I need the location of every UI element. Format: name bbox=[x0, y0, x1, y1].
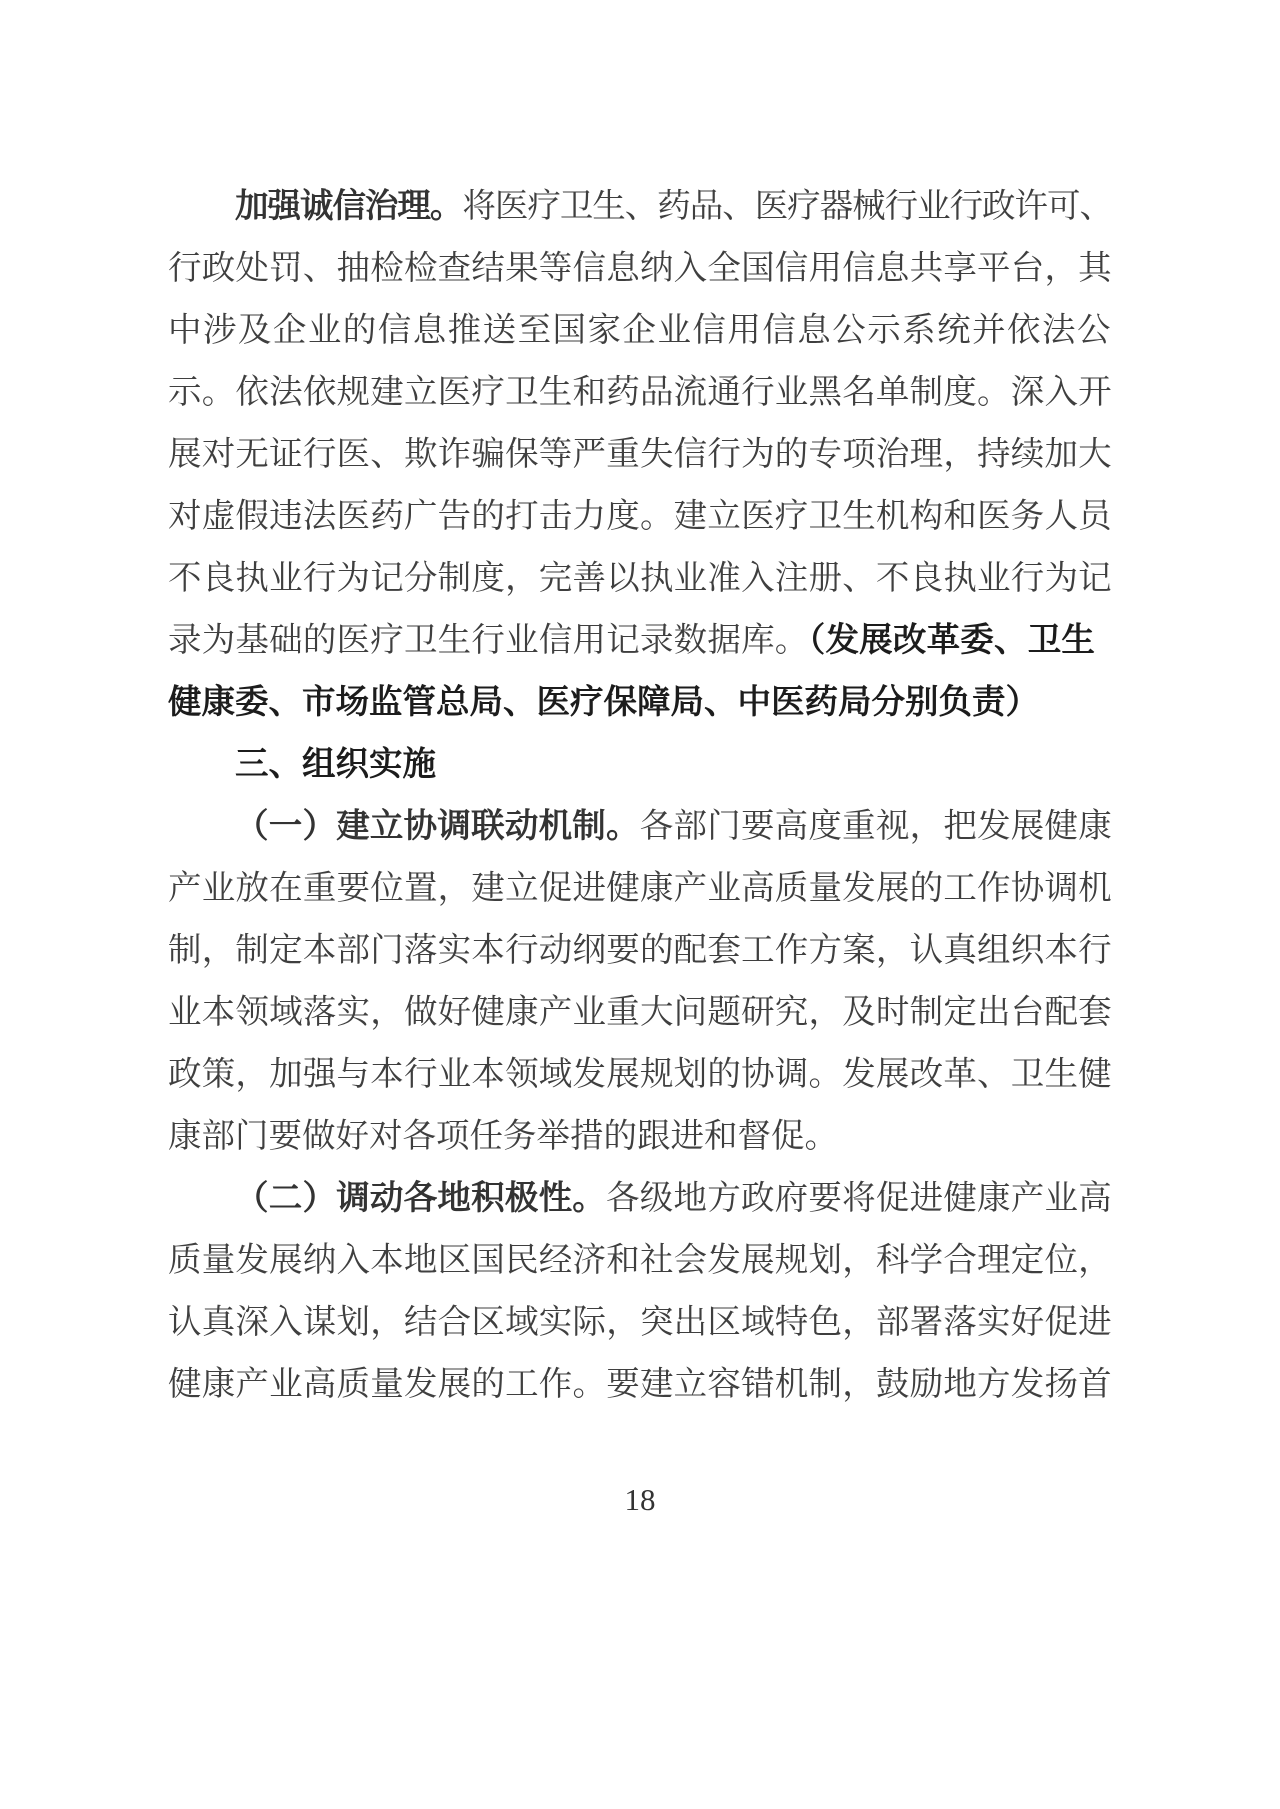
text-run: 认真深入谋划，结合区域实际，突出区域特色，部署落实好促进 bbox=[168, 1304, 1112, 1341]
text-run: 各部门要高度重视，把发展健康 bbox=[639, 808, 1112, 845]
text-run: 各级地方政府要将促进健康产业高 bbox=[606, 1180, 1112, 1217]
text-line bbox=[168, 610, 1112, 672]
text-run: 加强诚信治理。 bbox=[235, 188, 463, 225]
text-run: （发展改革委、卫生 bbox=[808, 622, 1096, 659]
text-line bbox=[168, 1292, 1112, 1354]
text-run: 行政处罚、抽检检查结果等信息纳入全国信用信息共享平台，其 bbox=[168, 250, 1112, 287]
text-run: 产业放在重要位置，建立促进健康产业高质量发展的工作协调机 bbox=[168, 870, 1112, 907]
text-run: 质量发展纳入本地区国民经济和社会发展规划，科学合理定位， bbox=[168, 1242, 1112, 1279]
text-line bbox=[168, 548, 1112, 610]
text-run: 展对无证行医、欺诈骗保等严重失信行为的专项治理，持续加大 bbox=[168, 436, 1112, 473]
text-line bbox=[168, 1044, 1112, 1106]
text-line bbox=[168, 176, 1112, 238]
text-run: 将医疗卫生、药品、医疗器械行业行政许可、 bbox=[462, 188, 1112, 225]
text-run: 录为基础的医疗卫生行业信用记录数据库。 bbox=[168, 622, 809, 659]
text-line bbox=[168, 796, 1112, 858]
text-run: 政策，加强与本行业本领域发展规划的协调。发展改革、卫生健 bbox=[168, 1056, 1112, 1093]
text-run: 三、组织实施 bbox=[235, 746, 436, 783]
text-run: 业本领域落实，做好健康产业重大问题研究，及时制定出台配套 bbox=[168, 994, 1112, 1031]
text-line bbox=[168, 672, 1112, 734]
text-run: 制，制定本部门落实本行动纲要的配套工作方案，认真组织本行 bbox=[168, 932, 1112, 969]
text-run: 对虚假违法医药广告的打击力度。建立医疗卫生机构和医务人员 bbox=[168, 498, 1112, 535]
text-line bbox=[168, 362, 1112, 424]
text-run: 不良执业行为记分制度，完善以执业准入注册、不良执业行为记 bbox=[168, 560, 1112, 597]
text-run: （一）建立协调联动机制。 bbox=[235, 808, 640, 845]
text-run: 健康产业高质量发展的工作。要建立容错机制，鼓励地方发扬首 bbox=[168, 1366, 1112, 1403]
text-line bbox=[168, 424, 1112, 486]
text-line bbox=[168, 238, 1112, 300]
text-run: 康部门要做好对各项任务举措的跟进和督促。 bbox=[168, 1118, 838, 1155]
text-run: 示。依法依规建立医疗卫生和药品流通行业黑名单制度。深入开 bbox=[168, 374, 1112, 411]
text-line bbox=[168, 1168, 1112, 1230]
text-run: 中涉及企业的信息推送至国家企业信用信息公示系统并依法公 bbox=[168, 312, 1112, 349]
text-line bbox=[168, 300, 1112, 362]
page-number: 18 bbox=[624, 1482, 656, 1517]
text-line bbox=[168, 858, 1112, 920]
text-line bbox=[168, 1230, 1112, 1292]
text-line bbox=[168, 982, 1112, 1044]
text-run: 健康委、市场监管总局、医疗保障局、中医药局分别负责） bbox=[168, 684, 1039, 721]
text-line bbox=[168, 486, 1112, 548]
text-line bbox=[168, 920, 1112, 982]
document-body bbox=[168, 176, 1112, 1416]
text-line bbox=[168, 1106, 1112, 1168]
section-heading bbox=[168, 734, 1112, 796]
text-run: （二）调动各地积极性。 bbox=[235, 1180, 607, 1217]
text-line bbox=[168, 1354, 1112, 1416]
